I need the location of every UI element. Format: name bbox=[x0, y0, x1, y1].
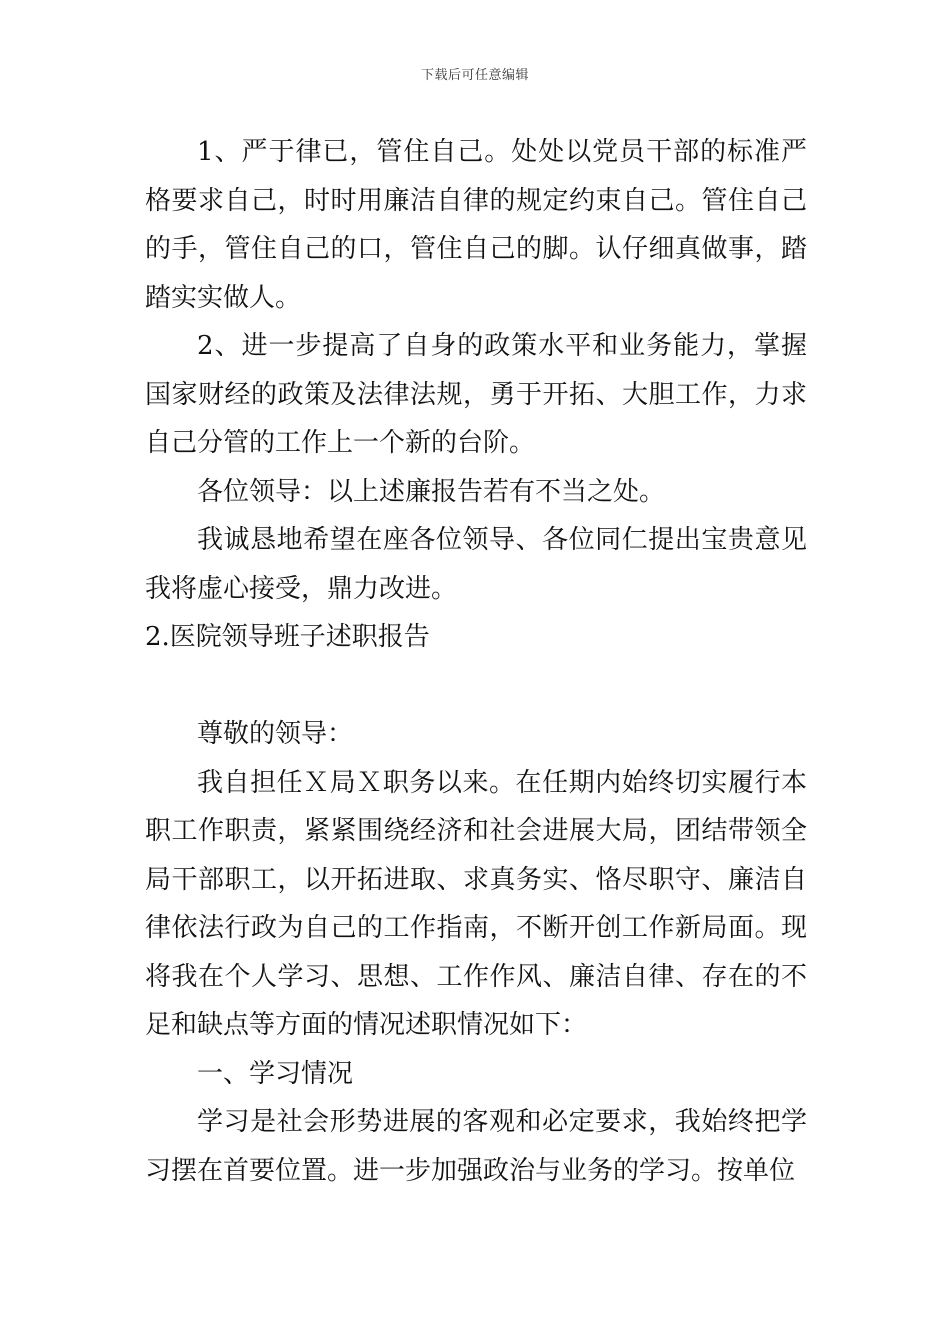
paragraph-5: 我自担任Ｘ局Ｘ职务以来。在任期内始终切实履行本职工作职责，紧紧围绕经济和社会进展大局，团结带领全局干部职工，以开拓进取、求真务实、恪尽职守、廉洁自律依法行政为自己的工作指南，不断开创工作新局面。现将我在个人学习、思想、工作作风、廉洁自律、存在的不足和缺点等方面的情况述职情况如下： bbox=[145, 767, 807, 1040]
salutation: 尊敬的领导： bbox=[197, 719, 354, 749]
paragraph-6: 学习是社会形势进展的客观和必定要求，我始终把学习摆在首要位置。进一步加强政治与业务的学习。按单位 bbox=[145, 1107, 807, 1186]
section-title: 2.医院领导班子述职报告 bbox=[145, 622, 430, 652]
page-header: 下载后可任意编辑 bbox=[420, 68, 529, 83]
paragraph-4: 我诚恳地希望在座各位领导、各位同仁提出宝贵意见我将虚心接受，鼎力改进。 bbox=[145, 525, 807, 604]
paragraph-1: 1、严于律已，管住自己。处处以党员干部的标准严格要求自己，时时用廉洁自律的规定约束自己。管住自己的手，管住自己的口，管住自己的脚。认仔细真做事，踏踏实实做人。 bbox=[145, 137, 807, 313]
paragraph-3: 各位领导：以上述廉报告若有不当之处。 bbox=[197, 476, 666, 507]
document-body bbox=[145, 128, 807, 1195]
paragraph-2: 2、进一步提高了自身的政策水平和业务能力，掌握国家财经的政策及法律法规，勇于开拓、大胆工作，力求自己分管的工作上一个新的台阶。 bbox=[145, 331, 807, 458]
subheading-study: 一、学习情况 bbox=[197, 1058, 354, 1089]
blank-line bbox=[145, 662, 807, 711]
